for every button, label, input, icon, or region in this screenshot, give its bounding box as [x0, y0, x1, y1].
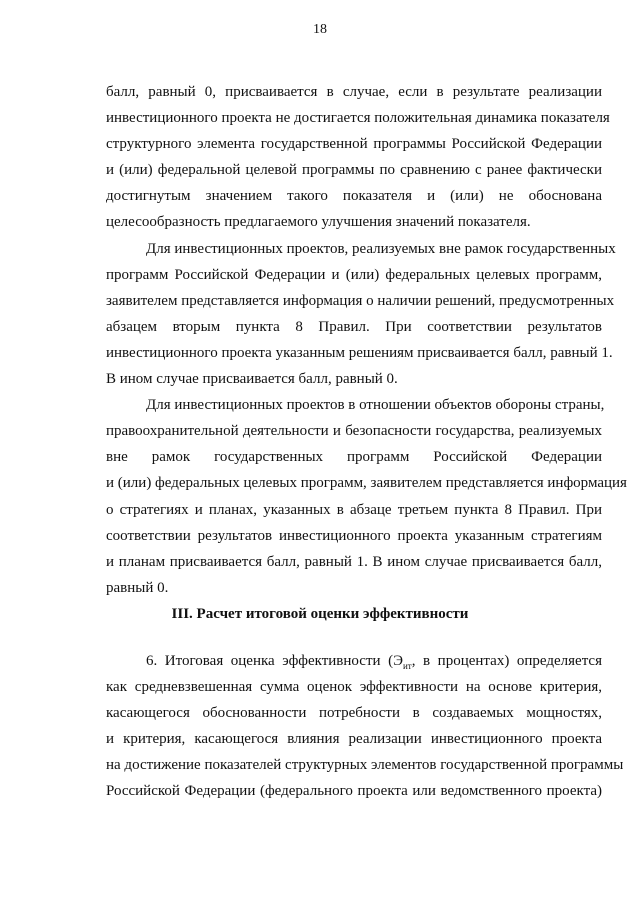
text-line: инвестиционного проекта не достигается положительная динамика показателя — [106, 110, 610, 127]
formula-text-after: , в процентах) определяется — [411, 653, 602, 669]
paragraph-1 — [106, 79, 610, 236]
text-line: и (или) федеральных целевых программ, заявителем представляется информация — [106, 475, 627, 492]
formula-text-before: 6. Итоговая оценка эффективности (Э — [146, 653, 403, 669]
text-line: абзацем вторым пункта 8 Правил. При соответствии результатов — [106, 318, 602, 335]
text-line: правоохранительной деятельности и безопасности государства, реализуемых — [106, 423, 602, 440]
body-text-top — [106, 79, 627, 601]
text-line: о стратегиях и планах, указанных в абзаце третьем пункта 8 Правил. При — [106, 501, 602, 518]
text-line: и планам присваивается балл, равный 1. В ином случае присваивается балл, — [106, 553, 602, 570]
text-line: и критерия, касающегося влияния реализации инвестиционного проекта — [106, 731, 602, 748]
paragraph-3 — [106, 392, 627, 601]
text-line: программ Российской Федерации и (или) федеральных целевых программ, — [106, 266, 602, 283]
text-line: структурного элемента государственной программы Российской Федерации — [106, 136, 602, 153]
text-line: как средневзвешенная сумма оценок эффективности на основе критерия, — [106, 679, 602, 696]
text-line: инвестиционного проекта указанным решениям присваивается балл, равный 1. — [106, 344, 613, 361]
text-line: равный 0. — [106, 579, 169, 596]
text-line: Для инвестиционных проектов, реализуемых вне рамок государственных — [146, 240, 616, 257]
text-line: на достижение показателей структурных элементов государственной программы — [106, 757, 624, 774]
text-line-with-subscript — [106, 648, 602, 674]
text-line: В ином случае присваивается балл, равный 0. — [106, 371, 398, 388]
text-line: достигнутым значением такого показателя и (или) не обоснована — [106, 188, 602, 205]
text-line: балл, равный 0, присваивается в случае, если в результате реализации — [106, 84, 602, 100]
paragraph-2 — [106, 236, 616, 393]
formula-subscript: ит — [402, 661, 412, 671]
text-line: и (или) федеральной целевой программы по сравнению с ранее фактически — [106, 162, 602, 179]
text-line: вне рамок государственных программ Российской Федерации — [106, 449, 602, 466]
text-line: Российской Федерации (федерального проекта или ведомственного проекта) — [106, 783, 602, 800]
text-line: касающегося обоснованности потребности в создаваемых мощностях, — [106, 705, 602, 722]
page-number: 18 — [313, 22, 327, 37]
paragraph-4 — [106, 648, 624, 805]
text-line: заявителем представляется информация о наличии решений, предусмотренных — [106, 292, 615, 309]
body-text-bottom — [106, 648, 624, 805]
section-heading: III. Расчет итоговой оценки эффективности — [171, 606, 469, 622]
text-line: Для инвестиционных проектов в отношении объектов обороны страны, — [146, 397, 605, 414]
text-line: целесообразность предлагаемого улучшения значений показателя. — [106, 214, 531, 231]
text-line: соответствии результатов инвестиционного проекта указанным стратегиям — [106, 527, 602, 544]
